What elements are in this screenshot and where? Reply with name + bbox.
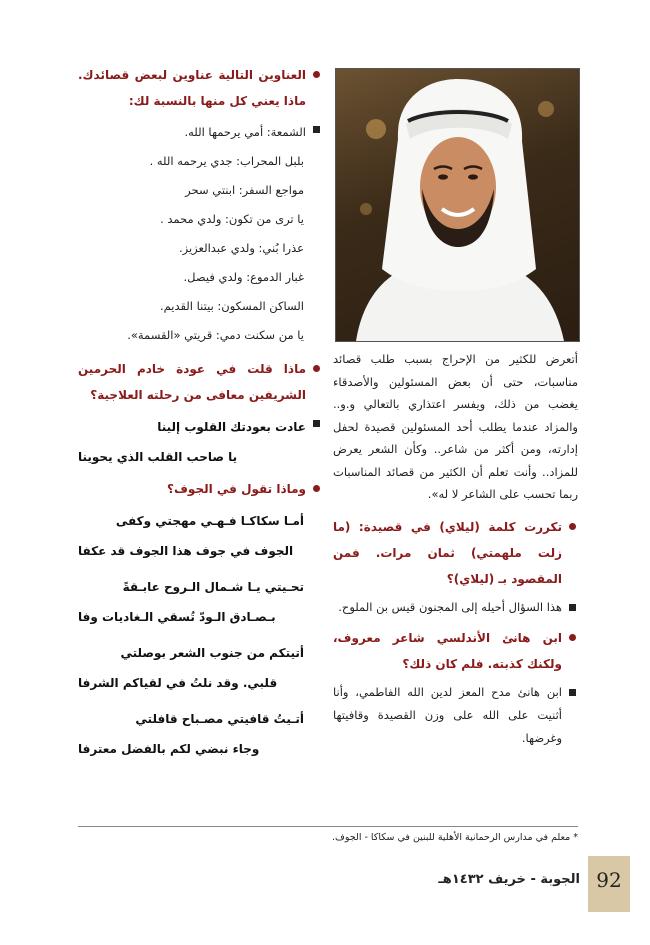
intro-paragraph: أتعرض للكثير من الإحراج بسبب طلب قصائد مناسبات، حتى أن بعض المسئولين والأصدقاء يغضب من ذلك، ويفسر اعتذاري بالتعالي و.و.. والمزاد عندما يطلب أحد المسئولين قصيدة لحفل إدارته، ومن أكثر من شاعر.. وكأن الشعر يعرض للمزاد.. وأنت تعلم أن الكثير من قصائد المناسبات ربما تحسب على الشاعر لا له». — [333, 352, 578, 501]
page-number: 92 — [596, 868, 622, 892]
footnote: * معلم في مدارس الرحمانية الأهلية للبنين في سكاكا - الجوف. — [332, 832, 578, 843]
answer-list-item-1: بلبل المحراب: جدي يرحمه الله . — [149, 154, 304, 168]
poem-line-0-right: أمـا سكاكـا فـهـي مهجتي وكفى — [115, 514, 304, 528]
answer-list-item-6: الساكن المسكون: بيتنا القديم. — [159, 299, 304, 313]
right-column — [333, 348, 578, 756]
answer-list-item-5: غبار الدموع: ولدي فيصل. — [183, 270, 304, 284]
verse-line-right: عادت بعودتك القلوب إلينا — [78, 412, 322, 442]
poem-line-0-left: الجوف في جوف هذا الجوف قد عكفا — [78, 544, 294, 558]
answer-list-item-4: عذرا بُني: ولدي عبدالعزيز. — [178, 241, 304, 255]
answer-list-item-2: مواجع السفر: ابنتي سحر — [185, 183, 304, 197]
question-king-return: ماذا قلت في عودة خادم الحرمين الشريفين معافى من رحلته العلاجية؟ — [78, 356, 322, 408]
left-column — [78, 62, 322, 764]
poem-line-2-right: أتيتكم من جنوب الشعر بوصلتي — [120, 646, 304, 660]
portrait-illustration — [336, 69, 579, 341]
question-ibn-hani: ابن هانئ الأندلسي شاعر معروف، ولكنك كذبته. فلم كان ذلك؟ — [333, 625, 578, 677]
verse-line-left: يا صاحب القلب الذي يحوينا — [78, 450, 238, 464]
answer-list-item-3: يا ترى من تكون: ولدي محمد . — [160, 212, 304, 226]
poem-line-2-left: قلبي. وقد نلتُ في لقياكم الشرفا — [78, 676, 278, 690]
poem-line-3-left: وجاء نبضي لكم بالفضل معترفا — [78, 742, 260, 756]
poem-line-1-right: تحـيتي يـا شـمال الـروح عابـقةً — [122, 580, 304, 594]
question-titles: العناوين التالية عناوين لبعض قصائدك. ماذا يعني كل منها بالنسبة لك: — [78, 62, 322, 114]
answer-list-item-0: الشمعة: أمي يرحمها الله. — [78, 118, 322, 147]
poem-line-3-right: أتـيتُ قافيتي مصـباح قافلتي — [135, 712, 304, 726]
running-title: الجوبة - خريف ١٤٣٢هـ — [438, 872, 580, 887]
question-aljouf: وماذا تقول في الجوف؟ — [78, 476, 322, 502]
portrait-photo — [335, 68, 580, 342]
answer-ibn-hani: ابن هانئ مدح المعز لدين الله الفاطمي، وأنا أثنيت على الله على وزن القصيدة وقافيتها وغرضها. — [333, 681, 578, 750]
answer-laylai: هذا السؤال أحيله إلى المجنون قيس بن الملوح. — [333, 596, 578, 619]
answer-list-item-7: يا من سكنت دمي: قريتي «القسمة». — [127, 328, 304, 342]
question-laylai: تكررت كلمة (ليلاي) في قصيدة: (ما زلت ملهمتي) ثمان مرات. فمن المقصود بـ (ليلاي)؟ — [333, 514, 578, 592]
footnote-divider — [78, 826, 578, 827]
poem-line-1-left: بـصـادق الـودّ تُسقي الـغاديات وفا — [78, 610, 276, 624]
